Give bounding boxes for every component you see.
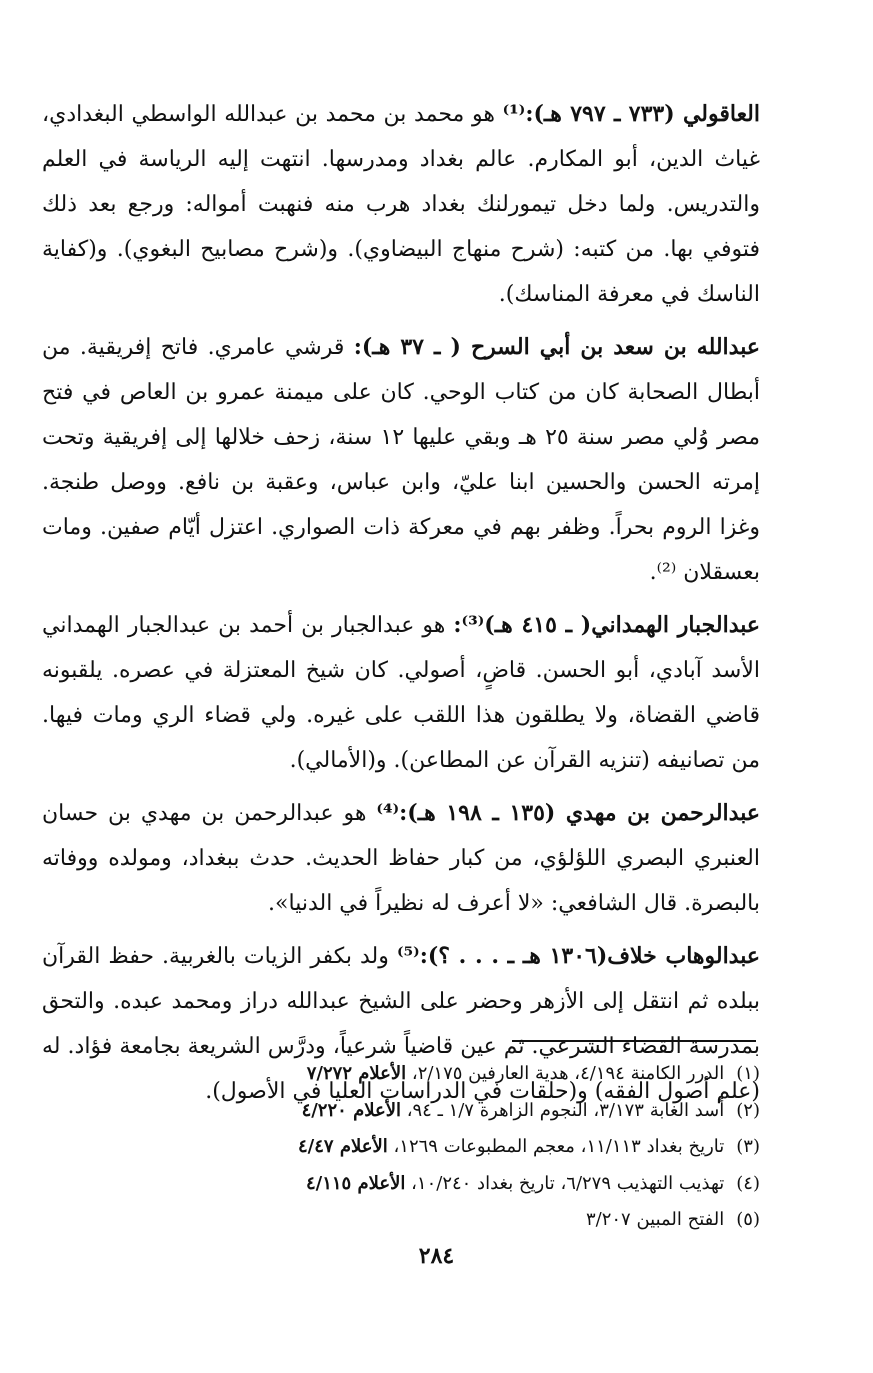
footnote-number: (٣) [736, 1136, 760, 1157]
entry-body: هو عبدالجبار بن أحمد بن عبدالجبار الهمداني الأسد آبادي، أبو الحسن. قاضٍ، أصولي. كان شيخ المعتزلة في عصره. يلقبونه قاضي القضاة، ولا يطلقون هذا اللقب على غيره. ولي قضاء الري ومات فيها. من تصانيفه (تنزيه القرآن عن المطاعن). و(الأمالي). [42, 613, 760, 773]
entry-abduljabbar-hamadani [42, 603, 760, 783]
entry-heading: عبدالوهاب خلاف(١٣٠٦ هـ ـ . . . ؟):⁽⁵⁾ [396, 943, 760, 969]
footnote-4 [170, 1166, 760, 1203]
footnote-divider [512, 1040, 756, 1042]
page-number: ٢٨٤ [418, 1243, 455, 1269]
footnote-number: (٥) [736, 1209, 760, 1230]
footnote-source-bold: الأعلام ٤/٢٢٠ [301, 1099, 401, 1121]
footnote-number: (٢) [736, 1099, 760, 1121]
footnote-text: الدرر الكامنة ٤/١٩٤، هدية العارفين ٢/١٧٥، [406, 1063, 725, 1084]
entry-aqouli [42, 92, 760, 317]
footnote-1 [170, 1056, 760, 1093]
entry-body: ولد بكفر الزيات بالغربية. حفظ القرآن ببلده ثم انتقل إلى الأزهر وحضر على الشيخ عبدالله دراز ومحمد عبده. والتحق بمدرسة القضاء الشرعي. ثم عين قاضياً شرعياً، ودرَّس الشريعة بجامعة فؤاد. له (علم أصول الفقه) و(حلقات في الدراسات العليا في الأصول). [42, 944, 760, 1104]
entry-heading: العاقولي (٧٣٣ ـ ٧٩٧ هـ):⁽¹⁾ [502, 101, 760, 127]
footnote-text: أسد الغابة ٣/١٧٣، النجوم الزاهرة ١/٧ ـ ٩٤، [400, 1099, 725, 1121]
footnote-text: تهذيب التهذيب ٦/٢٧٩، تاريخ بغداد ١٠/٢٤٠، [405, 1172, 725, 1194]
footnotes [170, 1056, 760, 1239]
footnote-5 [170, 1202, 760, 1239]
entry-body: هو محمد بن محمد بن عبدالله الواسطي البغدادي، غياث الدين، أبو المكارم. عالم بغداد ومدرسها. انتهت إليه الرياسة في العلم والتدريس. ولما دخل تيمورلنك بغداد هرب منه فنهبت أمواله: ورجع بعد ذلك فتوفي بها. من كتبه: (شرح منهاج البيضاوي). و(شرح مصابيح البغوي). و(كفاية الناسك في معرفة المناسك). [42, 102, 760, 307]
entry-abdullah-ibn-saad [42, 325, 760, 595]
entry-body: هو عبدالرحمن بن مهدي بن حسان العنبري البصري اللؤلؤي، من كبار حفاظ الحديث. حدث ببغداد، ومولده ووفاته بالبصرة. قال الشافعي: «لا أعرف له نظيراً في الدنيا». [42, 801, 760, 916]
entry-heading: عبدالجبار الهمداني( ـ ٤١٥ هـ)⁽³⁾: [453, 612, 761, 638]
entry-body: قرشي عامري. فاتح إفريقية. من أبطال الصحابة كان من كتاب الوحي. كان على ميمنة عمرو بن العاص في فتح مصر وُلي مصر سنة ٢٥ هـ وبقي عليها ١٢ سنة، زحف خلالها إلى إفريقية وتحت إمرته الحسن والحسين ابنا عليّ، وابن عباس، وعقبة بن نافع. ووصل طنجة. وغزا الروم بحراً. وظفر بهم في معركة ذات الصواري. اعتزل أيّام صفين. ومات بعسقلان ⁽²⁾. [42, 335, 761, 585]
entry-heading: عبدالرحمن بن مهدي (١٣٥ ـ ١٩٨ هـ):⁽⁴⁾ [376, 800, 760, 826]
footnote-3 [170, 1129, 760, 1166]
footnote-number: (١) [736, 1063, 760, 1084]
footnote-source-bold: الأعلام ٤/١١٥ [305, 1172, 406, 1194]
footnote-2 [170, 1093, 760, 1130]
entry-abdulrahman-ibn-mahdi [42, 791, 760, 926]
footnote-source-bold: الأعلام ٤/٤٧ [298, 1136, 388, 1157]
footnote-text: تاريخ بغداد ١١/١١٣، معجم المطبوعات ١٢٦٩، [387, 1136, 725, 1157]
footnote-text: الفتح المبين ٣/٢٠٧ [585, 1209, 725, 1230]
entry-heading: عبدالله بن سعد بن أبي السرح ( ـ ٣٧ هـ): [353, 334, 760, 360]
footnote-number: (٤) [736, 1172, 760, 1194]
biography-entries [42, 92, 760, 1122]
footnote-source-bold: الأعلام ٧/٢٧٢ [306, 1063, 407, 1084]
